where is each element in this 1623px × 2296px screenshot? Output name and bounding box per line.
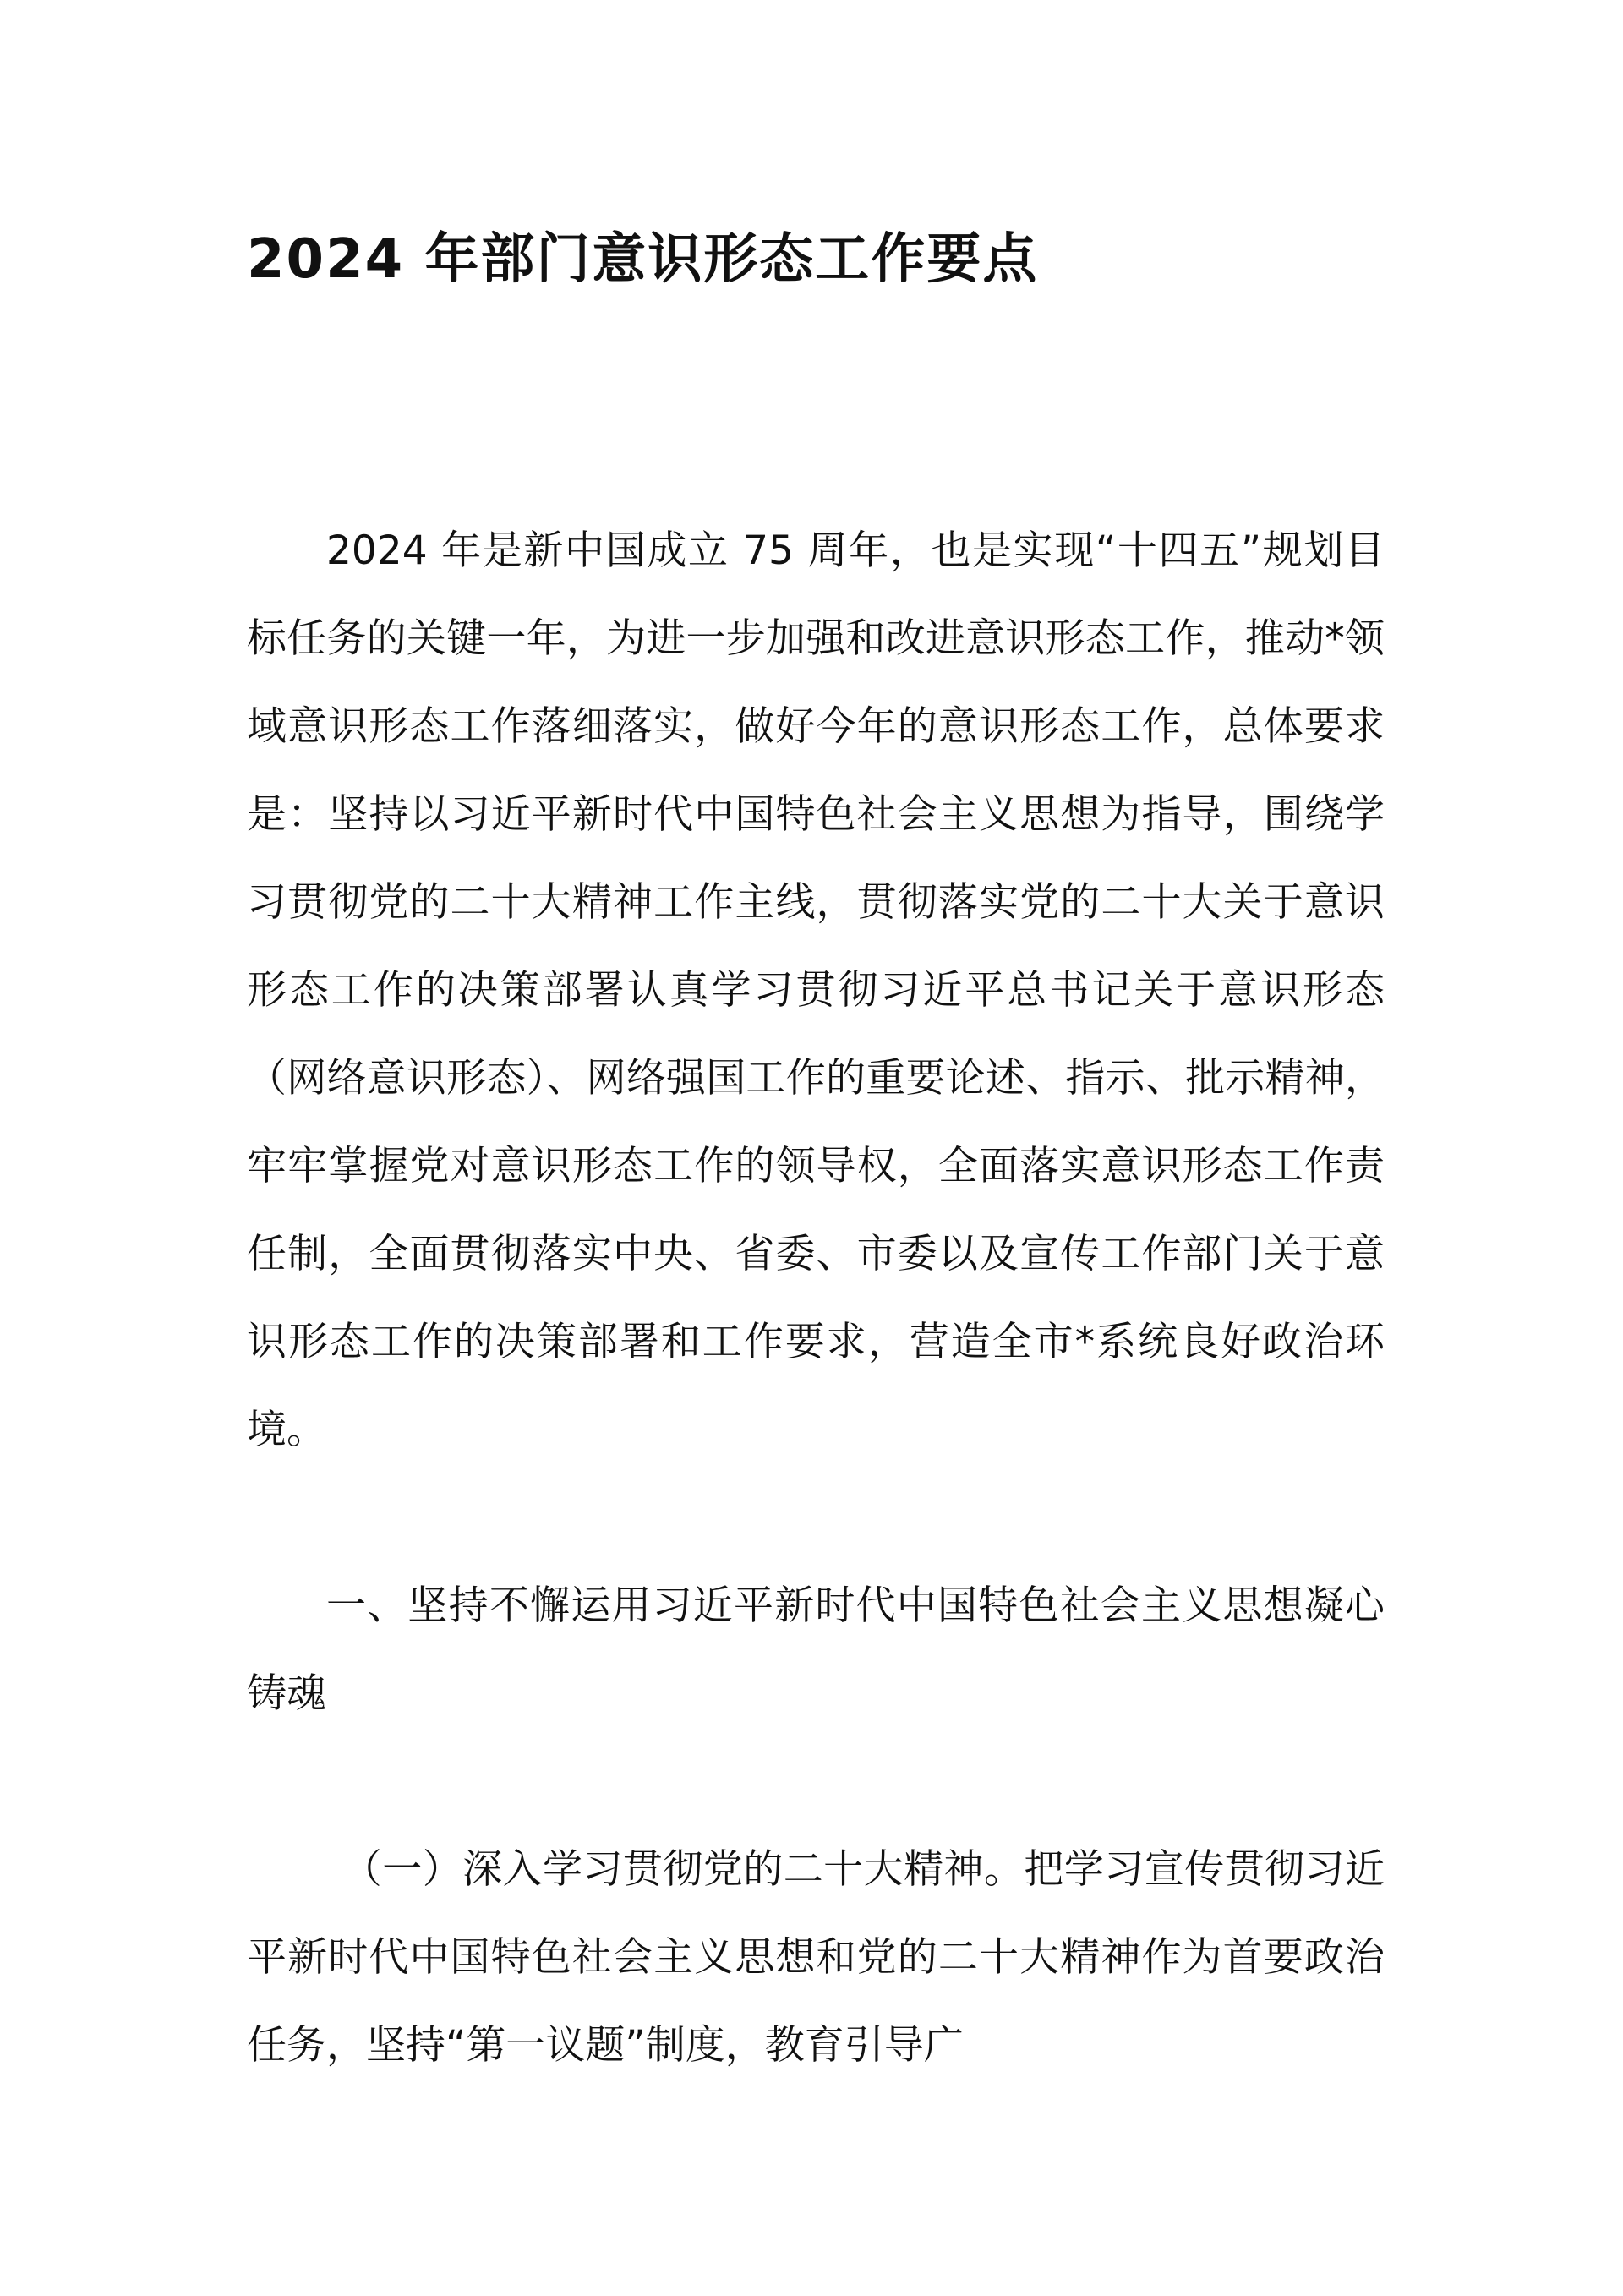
subsection-paragraph-1: （一）深入学习贯彻党的二十大精神。把学习宣传贯彻习近平新时代中国特色社会主义思想和党的二十大精神作为首要政治任务，坚持“第一议题”制度，教育引导广 <box>247 1846 1385 2069</box>
document-body <box>247 507 1385 2090</box>
document-title: 2024 年部门意识形态工作要点 <box>247 228 1039 291</box>
intro-paragraph: 2024 年是新中国成立 75 周年，也是实现“十四五”规划目标任务的关键一年，为进一步加强和改进意识形态工作，推动*领域意识形态工作落细落实，做好今年的意识形态工作，总体要求是：坚持以习近平新时代中国特色社会主义思想为指导，围绕学习贯彻党的二十大精神工作主线，贯彻落实党的二十大关于意识形态工作的决策部署认真学习贯彻习近平总书记关于意识形态（网络意识形态）、网络强国工作的重要论述、指示、批示精神，牢牢掌握党对意识形态工作的领导权，全面落实意识形态工作责任制，全面贯彻落实中央、省委、市委以及宣传工作部门关于意识形态工作的决策部署和工作要求，营造全市*系统良好政治环境。 <box>247 528 1385 1453</box>
section-heading-1: 一、坚持不懈运用习近平新时代中国特色社会主义思想凝心铸魂 <box>247 1583 1385 1717</box>
